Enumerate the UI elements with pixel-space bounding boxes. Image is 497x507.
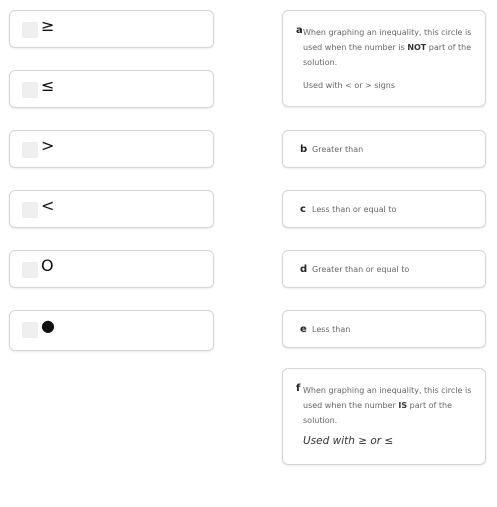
- symbol-label: ●: [41, 316, 55, 335]
- symbol-label: <: [41, 196, 55, 215]
- symbol-card-greater[interactable]: [9, 130, 214, 168]
- used-with-note: Used with ≥ or ≤: [303, 435, 394, 447]
- answer-text: Greater than or equal to: [312, 265, 410, 274]
- answer-card-b[interactable]: [282, 130, 486, 168]
- symbol-card-closed-circle[interactable]: [9, 310, 214, 351]
- answer-letter: a: [296, 25, 303, 36]
- drag-handle[interactable]: [22, 82, 38, 98]
- symbol-label: ≤: [41, 76, 55, 95]
- drag-handle[interactable]: [22, 262, 38, 278]
- answer-letter: b: [300, 144, 308, 155]
- symbol-label: >: [41, 136, 55, 155]
- drag-handle[interactable]: [22, 202, 38, 218]
- symbol-card-open-circle[interactable]: [9, 250, 214, 288]
- answer-letter: c: [300, 204, 306, 215]
- symbol-card-less[interactable]: [9, 190, 214, 228]
- symbol-label: ≥: [41, 16, 55, 35]
- drag-handle[interactable]: [22, 322, 38, 338]
- symbol-card-less-equal[interactable]: [9, 70, 214, 108]
- answer-text: When graphing an inequality, this circle is used when the number is NOT part of the solution. Used with < or > signs: [303, 25, 473, 93]
- answer-card-a[interactable]: [282, 10, 486, 107]
- answer-letter: d: [300, 264, 308, 275]
- answer-text: Less than or equal to: [312, 205, 397, 214]
- symbol-label: O: [41, 256, 54, 275]
- answer-card-e[interactable]: [282, 310, 486, 348]
- drag-handle[interactable]: [22, 22, 38, 38]
- answer-card-f[interactable]: [282, 368, 486, 465]
- answer-text: Greater than: [312, 145, 364, 154]
- answer-card-d[interactable]: [282, 250, 486, 288]
- drag-handle[interactable]: [22, 142, 38, 158]
- used-with-note: Used with < or > signs: [303, 81, 396, 90]
- answer-letter: e: [300, 324, 307, 335]
- answer-letter: f: [296, 383, 301, 394]
- symbol-card-greater-equal[interactable]: [9, 10, 214, 48]
- answer-card-c[interactable]: [282, 190, 486, 228]
- answer-text: When graphing an inequality, this circle is used when the number IS part of the solution. Used with ≥ or ≤: [303, 386, 472, 447]
- answer-text: Less than: [312, 325, 351, 334]
